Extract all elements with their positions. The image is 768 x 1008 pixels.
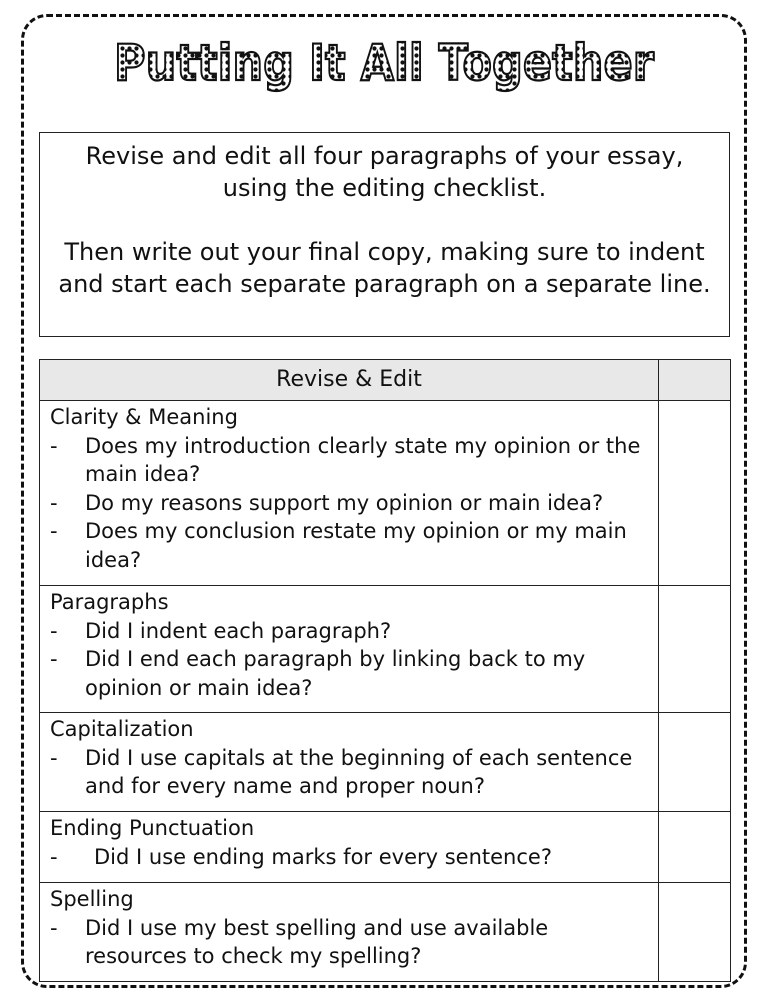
instructions-box (39, 132, 730, 337)
checklist-check-header (659, 360, 731, 401)
section-content (40, 883, 659, 982)
section-content (40, 713, 659, 812)
instructions-paragraph-1: Revise and edit all four paragraphs of your essay, using the editing checklist. (85, 142, 684, 202)
bullet-dash: - (50, 915, 58, 940)
checklist-header-row (40, 360, 731, 401)
check-box-cell[interactable] (659, 812, 731, 883)
section-heading: Spelling (50, 887, 134, 911)
section-items (50, 914, 648, 971)
checklist-item-text: Did I indent each paragraph? (85, 618, 392, 643)
section-content (40, 812, 659, 883)
editing-checklist-table (39, 359, 731, 982)
section-content (40, 401, 659, 586)
section-items (50, 843, 648, 872)
checklist-item-text: Did I use my best spelling and use available resources to check my spelling? (85, 915, 549, 968)
checklist-item (50, 744, 648, 801)
bullet-dash: - (50, 647, 58, 671)
bullet-dash: - (50, 844, 58, 869)
checklist-header: Revise & Edit (40, 360, 659, 401)
check-box-cell[interactable] (659, 713, 731, 812)
section-heading: Ending Punctuation (50, 816, 255, 840)
checklist-section-clarity (40, 401, 731, 586)
check-box-cell[interactable] (659, 883, 731, 982)
check-box-cell[interactable] (659, 401, 731, 586)
section-heading: Paragraphs (50, 590, 169, 614)
bullet-dash: - (50, 618, 58, 643)
page-title-svg (0, 24, 768, 104)
checklist-item-text: Do my reasons support my opinion or main idea? (85, 490, 604, 515)
bullet-dash: - (50, 490, 58, 515)
checklist-item (50, 843, 648, 872)
bullet-dash: - (50, 519, 58, 543)
section-items (50, 744, 648, 801)
checklist-item (50, 645, 648, 702)
bullet-dash: - (50, 745, 58, 770)
check-box-cell[interactable] (659, 586, 731, 713)
bullet-dash: - (50, 433, 58, 458)
checklist-item (50, 617, 648, 646)
section-items (50, 432, 648, 575)
instructions-paragraph-2: Then write out your final copy, making sure to indent and start each separate paragraph on a separate line. (58, 238, 711, 298)
checklist-item (50, 432, 648, 489)
checklist-item-text: Does my introduction clearly state my opinion or the main idea? (85, 433, 641, 486)
checklist-item-text: Did I use capitals at the beginning of each sentence and for every name and proper noun? (85, 745, 633, 798)
checklist-section-ending-punctuation (40, 812, 731, 883)
section-content (40, 586, 659, 713)
checklist-section-capitalization (40, 713, 731, 812)
page-title (0, 24, 768, 104)
checklist-section-paragraphs (40, 586, 731, 713)
checklist-item-text: Did I use ending marks for every sentence? (94, 844, 552, 869)
page-title-text: Putting It All Together (114, 34, 655, 92)
checklist-item (50, 517, 648, 574)
checklist-section-spelling (40, 883, 731, 982)
section-heading: Clarity & Meaning (50, 405, 238, 429)
section-items (50, 617, 648, 703)
section-heading: Capitalization (50, 717, 194, 741)
checklist-item (50, 489, 648, 518)
checklist-item-text: Does my conclusion restate my opinion or my main idea? (85, 519, 627, 572)
checklist-item (50, 914, 648, 971)
checklist-item-text: Did I end each paragraph by linking back to my opinion or main idea? (85, 647, 586, 700)
